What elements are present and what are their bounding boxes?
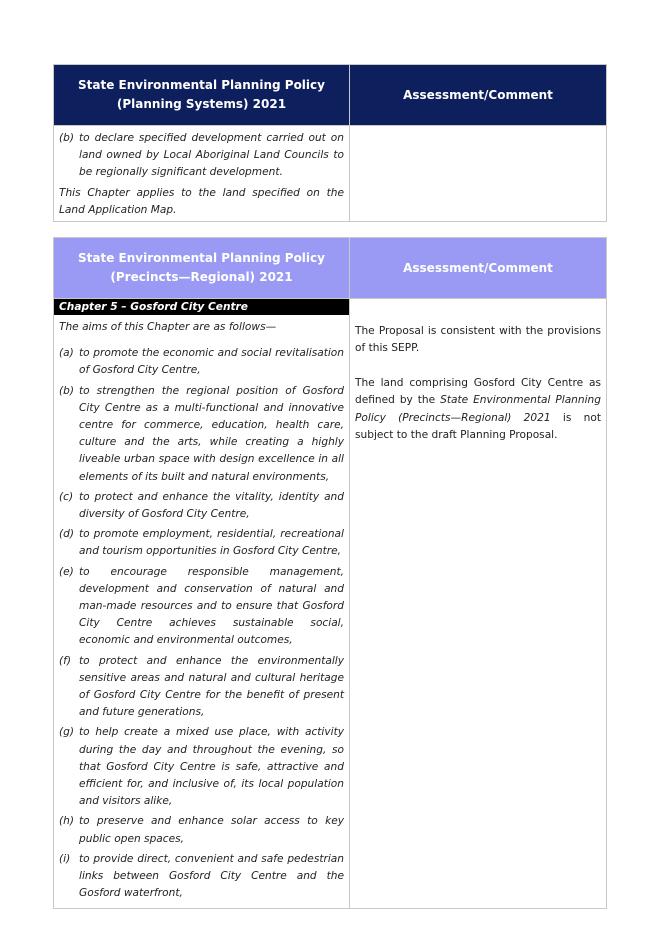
comment-cell: [350, 299, 607, 909]
list-text: to help create a mixed use place, with activity during the day and throughout the evening, so that Gosford City Centre is safe, attractive and efficient for, and inclusive of, its local population and visitors alike,: [79, 726, 344, 808]
list-text: to promote the economic and social revitalisation of Gosford City Centre,: [79, 347, 344, 377]
list-marker: (b): [59, 132, 74, 144]
list-item: [59, 653, 344, 722]
list-item: [59, 526, 344, 560]
list-text: to declare specified development carried out on land owned by Local Aboriginal Land Councils to be regionally significant development.: [79, 132, 344, 179]
list-text: to promote employment, residential, recreational and tourism opportunities in Gosford City Centre,: [79, 528, 344, 558]
list-marker: (b): [59, 384, 74, 397]
list-item: [59, 489, 344, 523]
list-text: to encourage responsible management, development and conservation of natural and man-made resources and to ensure that Gosford City Centre achieves sustainable social, economic and environmental outcomes,: [79, 565, 344, 647]
comment-cell: [350, 126, 607, 222]
list-marker: (i): [59, 852, 71, 865]
list-text: to strengthen the regional position of Gosford City Centre as a multi-functional and innovative centre for commerce, education, health care, culture and the arts, while creating a highly liveable urban space with design excellence in all elements of its built and natural environments,: [79, 384, 344, 483]
comment-text: is not subject to the draft Planning Proposal.: [355, 411, 601, 442]
intro-text: The aims of this Chapter are as follows—: [59, 321, 277, 333]
list-item: [59, 383, 344, 486]
list-text: to preserve and enhance solar access to key public open spaces,: [79, 815, 344, 845]
list-marker: (h): [59, 815, 74, 828]
chapter-heading: Chapter 5 – Gosford City Centre: [54, 299, 349, 315]
list-marker: (g): [59, 726, 74, 739]
provisions-cell: [54, 126, 350, 222]
list-text: to protect and enhance the environmentally sensitive areas and natural and cultural heritage of Gosford City Centre for the benefit of present and future generations,: [79, 654, 344, 719]
table-header-right: Assessment/Comment: [350, 238, 607, 299]
list-marker: (f): [59, 654, 71, 667]
sepp-planning-systems-table: [53, 64, 607, 222]
closing-text: This Chapter applies to the land specified on the Land Application Map.: [59, 186, 344, 216]
list-text: to protect and enhance the vitality, identity and diversity of Gosford City Centre,: [79, 490, 344, 521]
provisions-cell: [54, 299, 350, 909]
table-header-left: State Environmental Planning Policy (Precincts—Regional) 2021: [54, 238, 350, 299]
table-header-right: Assessment/Comment: [350, 65, 607, 126]
sepp-precincts-regional-table: [53, 237, 607, 909]
list-item: [59, 130, 344, 182]
list-item: [59, 851, 344, 903]
table-header-row: [54, 238, 607, 299]
comment-text: The land comprising Gosford City Centre as defined by the: [355, 376, 601, 407]
list-item: [59, 564, 344, 650]
table-row: [54, 299, 607, 909]
list-marker: (e): [59, 565, 74, 578]
list-item: [59, 724, 344, 810]
list-item: [59, 345, 344, 379]
list-item: [59, 813, 344, 847]
table-header-row: [54, 65, 607, 126]
list-marker: (c): [59, 490, 74, 503]
table-header-left: State Environmental Planning Policy (Planning Systems) 2021: [54, 65, 350, 126]
aims-list: [54, 315, 349, 908]
list-marker: (a): [59, 347, 74, 360]
list-marker: (d): [59, 528, 74, 541]
table-row: [54, 126, 607, 222]
comment-paragraph-2: [355, 375, 601, 445]
comment-paragraph-1: The Proposal is consistent with the provisions of this SEPP.: [355, 325, 601, 355]
comment-sepp-title: State Environmental Planning Policy (Precincts—Regional) 2021: [355, 394, 601, 424]
list-text: to provide direct, convenient and safe pedestrian links between Gosford City Centre and the Gosford waterfront,: [79, 852, 344, 900]
